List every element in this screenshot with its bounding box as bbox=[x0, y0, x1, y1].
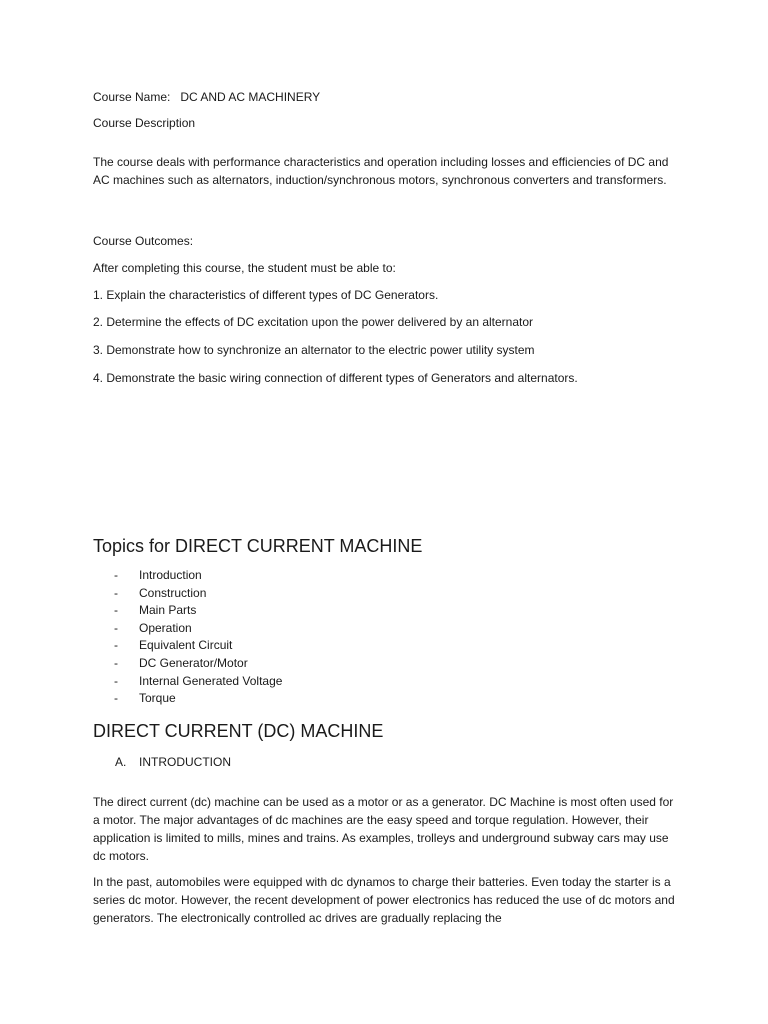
list-item bbox=[114, 637, 282, 655]
list-item bbox=[114, 655, 282, 673]
topic-label: Construction bbox=[139, 585, 207, 600]
topic-label: DC Generator/Motor bbox=[139, 655, 248, 670]
bullet-dash: - bbox=[114, 620, 118, 635]
list-item bbox=[114, 567, 282, 585]
topic-label: Equivalent Circuit bbox=[139, 638, 233, 653]
course-name-label: Course Name: bbox=[93, 90, 171, 104]
introduction-subheading bbox=[115, 753, 231, 771]
list-item bbox=[114, 690, 282, 708]
topic-label: Internal Generated Voltage bbox=[139, 673, 283, 688]
list-item bbox=[114, 602, 282, 620]
topic-label: Introduction bbox=[139, 568, 202, 582]
bullet-dash: - bbox=[114, 603, 118, 618]
course-outcome-item: 3. Demonstrate how to synchronize an alternator to the electric power utility system bbox=[93, 343, 535, 357]
course-name-value: DC AND AC MACHINERY bbox=[180, 90, 321, 104]
course-outcomes-intro: After completing this course, the student must be able to: bbox=[93, 261, 396, 275]
course-description-text: The course deals with performance characteristics and operation including losses and efficiencies of DC and AC machines such as alternators, induction/synchronous motors, synchronous converters and transformers. bbox=[93, 155, 669, 187]
topic-label: Main Parts bbox=[139, 603, 197, 618]
bullet-dash: - bbox=[114, 568, 118, 582]
bullet-dash: - bbox=[114, 655, 118, 670]
dc-machine-heading: DIRECT CURRENT (DC) MACHINE bbox=[93, 721, 384, 741]
section-letter: A. bbox=[115, 755, 127, 769]
topics-list bbox=[114, 567, 282, 708]
course-outcome-item: 1. Explain the characteristics of different types of DC Generators. bbox=[93, 288, 439, 302]
topics-heading: Topics for DIRECT CURRENT MACHINE bbox=[93, 536, 423, 556]
topic-label: Torque bbox=[139, 691, 176, 706]
topic-label: Operation bbox=[139, 620, 192, 635]
course-outcomes-heading: Course Outcomes: bbox=[93, 234, 194, 248]
course-description-heading: Course Description bbox=[93, 116, 196, 130]
bullet-dash: - bbox=[114, 638, 118, 653]
course-outcome-item: 4. Demonstrate the basic wiring connection of different types of Generators and alternators. bbox=[93, 371, 578, 385]
section-title: INTRODUCTION bbox=[139, 755, 231, 769]
list-item bbox=[114, 585, 282, 603]
bullet-dash: - bbox=[114, 673, 118, 688]
introduction-paragraph: The direct current (dc) machine can be used as a motor or as a generator. DC Machine is most often used for a motor. The major advantages of dc machines are the easy speed and torque regulation. However, their application is limited to mills, mines and trains. As examples, trolleys and underground subway cars may use dc motors. bbox=[93, 795, 674, 863]
bullet-dash: - bbox=[114, 585, 118, 600]
course-name-line bbox=[93, 88, 320, 106]
course-outcome-item: 2. Determine the effects of DC excitation upon the power delivered by an alternator bbox=[93, 315, 534, 329]
bullet-dash: - bbox=[114, 691, 118, 706]
introduction-paragraph: In the past, automobiles were equipped with dc dynamos to charge their batteries. Even today the starter is a series dc motor. However, the recent development of power electronics has reduced the use of dc motors and generators. The electronically controlled ac drives are gradually replacing the bbox=[93, 875, 675, 925]
list-item bbox=[114, 673, 282, 691]
list-item bbox=[114, 620, 282, 638]
